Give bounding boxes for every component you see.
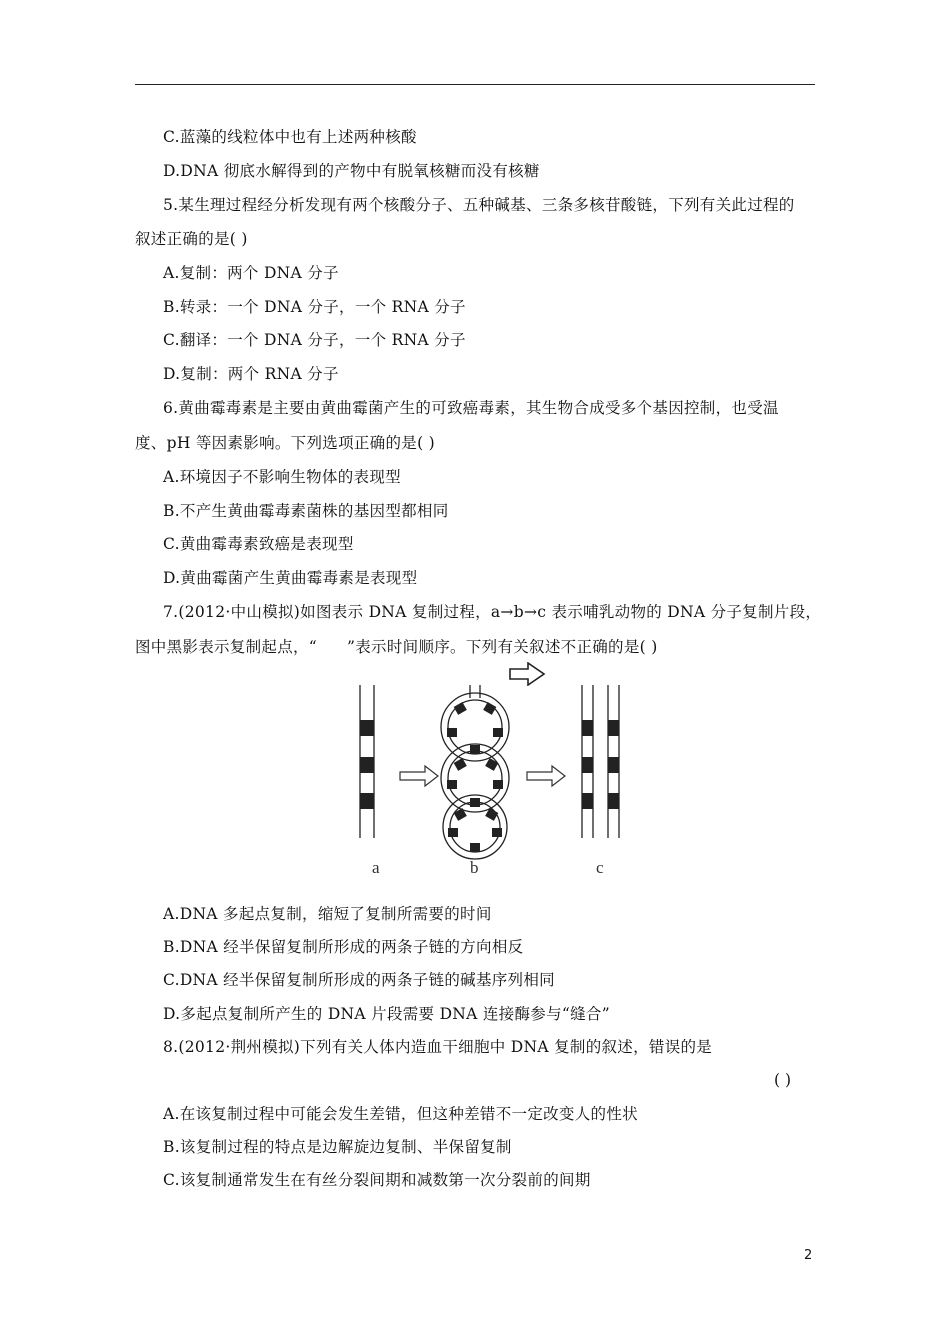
question-5-stem-cont: 叙述正确的是( )	[135, 230, 248, 248]
option-6a: A.环境因子不影响生物体的表现型	[163, 468, 401, 486]
option-8a: A.在该复制过程中可能会发生差错，但这种差错不一定改变人的性状	[163, 1105, 638, 1123]
option-6b: B.不产生黄曲霉毒素菌株的基因型都相同	[163, 502, 449, 520]
question-7-stem-part1: 图中黑影表示复制起点，“	[135, 638, 318, 656]
header-rule	[135, 84, 815, 85]
question-7-stem-cont	[135, 637, 658, 657]
question-8-stem: 8.(2012·荆州模拟)下列有关人体内造血干细胞中 DNA 复制的叙述，错误的是	[163, 1038, 713, 1056]
strands-c-origins	[582, 720, 619, 809]
diagram-label-b: b	[470, 858, 479, 877]
option-5c: C.翻译：一个 DNA 分子，一个 RNA 分子	[163, 331, 466, 349]
question-8-answer-bracket: ( )	[774, 1071, 792, 1089]
replication-origins-b	[447, 702, 503, 852]
arrow-b-to-c	[527, 766, 565, 786]
question-6-stem-cont: 度、pH 等因素影响。下列选项正确的是( )	[135, 434, 435, 452]
option-7c: C.DNA 经半保留复制所形成的两条子链的碱基序列相同	[163, 971, 555, 989]
option-4d: D.DNA 彻底水解得到的产物中有脱氧核糖而没有核糖	[163, 162, 540, 180]
question-5-stem: 5.某生理过程经分析发现有两个核酸分子、五种碱基、三条多核苷酸链，下列有关此过程的	[163, 196, 795, 214]
right-arrow-icon	[317, 640, 347, 656]
option-6c: C.黄曲霉毒素致癌是表现型	[163, 535, 354, 553]
diagram-label-c: c	[596, 858, 604, 877]
arrow-a-to-b	[400, 766, 438, 786]
question-7-stem-part2: ”表示时间顺序。下列有关叙述不正确的是( )	[347, 638, 658, 656]
option-7d: D.多起点复制所产生的 DNA 片段需要 DNA 连接酶参与“缝合”	[163, 1005, 610, 1023]
question-7-stem: 7.(2012·中山模拟)如图表示 DNA 复制过程，a→b→c 表示哺乳动物的 DNA 分子复制片段，	[163, 603, 822, 621]
option-7a: A.DNA 多起点复制，缩短了复制所需要的时间	[163, 905, 492, 923]
page-number: 2	[804, 1248, 813, 1263]
option-5d: D.复制：两个 RNA 分子	[163, 365, 339, 383]
option-5a: A.复制：两个 DNA 分子	[163, 264, 339, 282]
question-6-stem: 6.黄曲霉毒素是主要由黄曲霉菌产生的可致癌毒素，其生物合成受多个基因控制，也受温	[163, 399, 779, 417]
option-4c: C.蓝藻的线粒体中也有上述两种核酸	[163, 128, 417, 146]
dna-replication-diagram	[340, 660, 640, 885]
option-7b: B.DNA 经半保留复制所形成的两条子链的方向相反	[163, 938, 524, 956]
diagram-label-a: a	[372, 858, 380, 877]
option-5b: B.转录：一个 DNA 分子，一个 RNA 分子	[163, 298, 466, 316]
strand-a-origins	[360, 720, 374, 809]
option-6d: D.黄曲霉菌产生黄曲霉毒素是表现型	[163, 569, 418, 587]
option-8b: B.该复制过程的特点是边解旋边复制、半保留复制	[163, 1138, 512, 1156]
option-8c: C.该复制通常发生在有丝分裂间期和减数第一次分裂前的间期	[163, 1171, 591, 1189]
